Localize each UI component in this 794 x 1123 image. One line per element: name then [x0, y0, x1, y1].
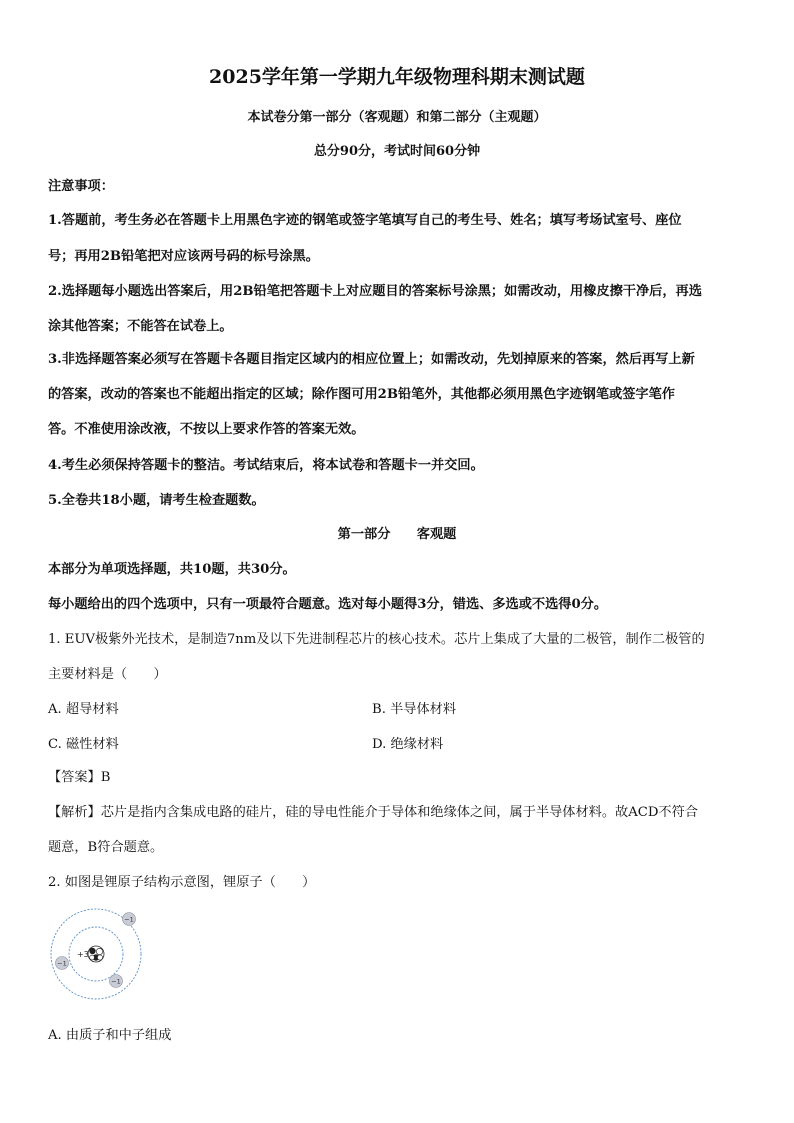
- electron-label: −1: [124, 915, 134, 924]
- lithium-atom-diagram: [44, 902, 154, 1002]
- question-1-stem: 主要材料是（ ）: [48, 667, 167, 682]
- notes-heading: 注意事项：: [48, 179, 114, 194]
- score-time-note: 总分90分，考试时间60分钟: [313, 144, 481, 159]
- question-1-analysis: 【解析】芯片是指内含集成电路的硅片，硅的导电性能介于导体和绝缘体之间，属于半导体材料。故ACD不符合: [48, 805, 698, 820]
- question-2-stem: 2. 如图是锂原子结构示意图，锂原子（ ）: [48, 875, 316, 890]
- exam-structure-note: 本试卷分第一部分（客观题）和第二部分（主观题）: [247, 110, 547, 125]
- question-2-option-a: A. 由质子和中子组成: [48, 1028, 172, 1043]
- notes-line: 5.全卷共18小题，请考生检查题数。: [48, 493, 265, 508]
- question-1-option-c: C. 磁性材料: [48, 737, 119, 752]
- question-1-answer: 【答案】B: [48, 770, 111, 785]
- nucleus-charge-label: +3: [77, 950, 89, 959]
- question-1-option-d: D. 绝缘材料: [372, 737, 444, 752]
- electron-label: −1: [57, 959, 67, 968]
- notes-line: 3.非选择题答案必须写在答题卡各题目指定区域内的相应位置上；如需改动，先划掉原来的答案，然后再写上新: [48, 352, 695, 367]
- nucleus-icon: [88, 946, 104, 962]
- page-title: 2025学年第一学期九年级物理科期末测试题: [209, 66, 585, 88]
- notes-line: 2.选择题每小题选出答案后，用2B铅笔把答题卡上对应题目的答案标号涂黑；如需改动，用橡皮擦干净后，再选: [48, 284, 702, 299]
- part1-description: 本部分为单项选择题，共10题，共30分。: [48, 562, 296, 577]
- question-1-stem: 1. EUV极紫外光技术，是制造7nm及以下先进制程芯片的核心技术。芯片上集成了大量的二极管，制作二极管的: [48, 632, 705, 647]
- part1-heading: 第一部分 客观题: [337, 527, 457, 542]
- electron-icon: [110, 975, 123, 988]
- notes-line: 答。不准使用涂改液，不按以上要求作答的答案无效。: [48, 422, 365, 437]
- electron-label: −1: [111, 977, 121, 986]
- electron-icon: [56, 957, 69, 970]
- question-1-analysis: 题意，B符合题意。: [48, 840, 164, 855]
- part1-scoring-rule: 每小题给出的四个选项中，只有一项最符合题意。选对每小题得3分，错选、多选或不选得0分。: [48, 597, 608, 612]
- question-1-option-a: A. 超导材料: [48, 702, 119, 717]
- notes-line: 1.答题前，考生务必在答题卡上用黑色字迹的钢笔或签字笔填写自己的考生号、姓名；填写考场试室号、座位: [48, 213, 682, 228]
- notes-line: 号；再用2B铅笔把对应该两号码的标号涂黑。: [48, 249, 319, 264]
- notes-line: 涂其他答案；不能答在试卷上。: [48, 319, 233, 334]
- notes-line: 4.考生必须保持答题卡的整洁。考试结束后，将本试卷和答题卡一并交回。: [48, 458, 484, 473]
- question-1-option-b: B. 半导体材料: [372, 702, 457, 717]
- electron-icon: [123, 913, 136, 926]
- notes-line: 的答案，改动的答案也不能超出指定的区域；除作图可用2B铅笔外，其他都必须用黑色字迹钢笔或签字笔作: [48, 387, 675, 402]
